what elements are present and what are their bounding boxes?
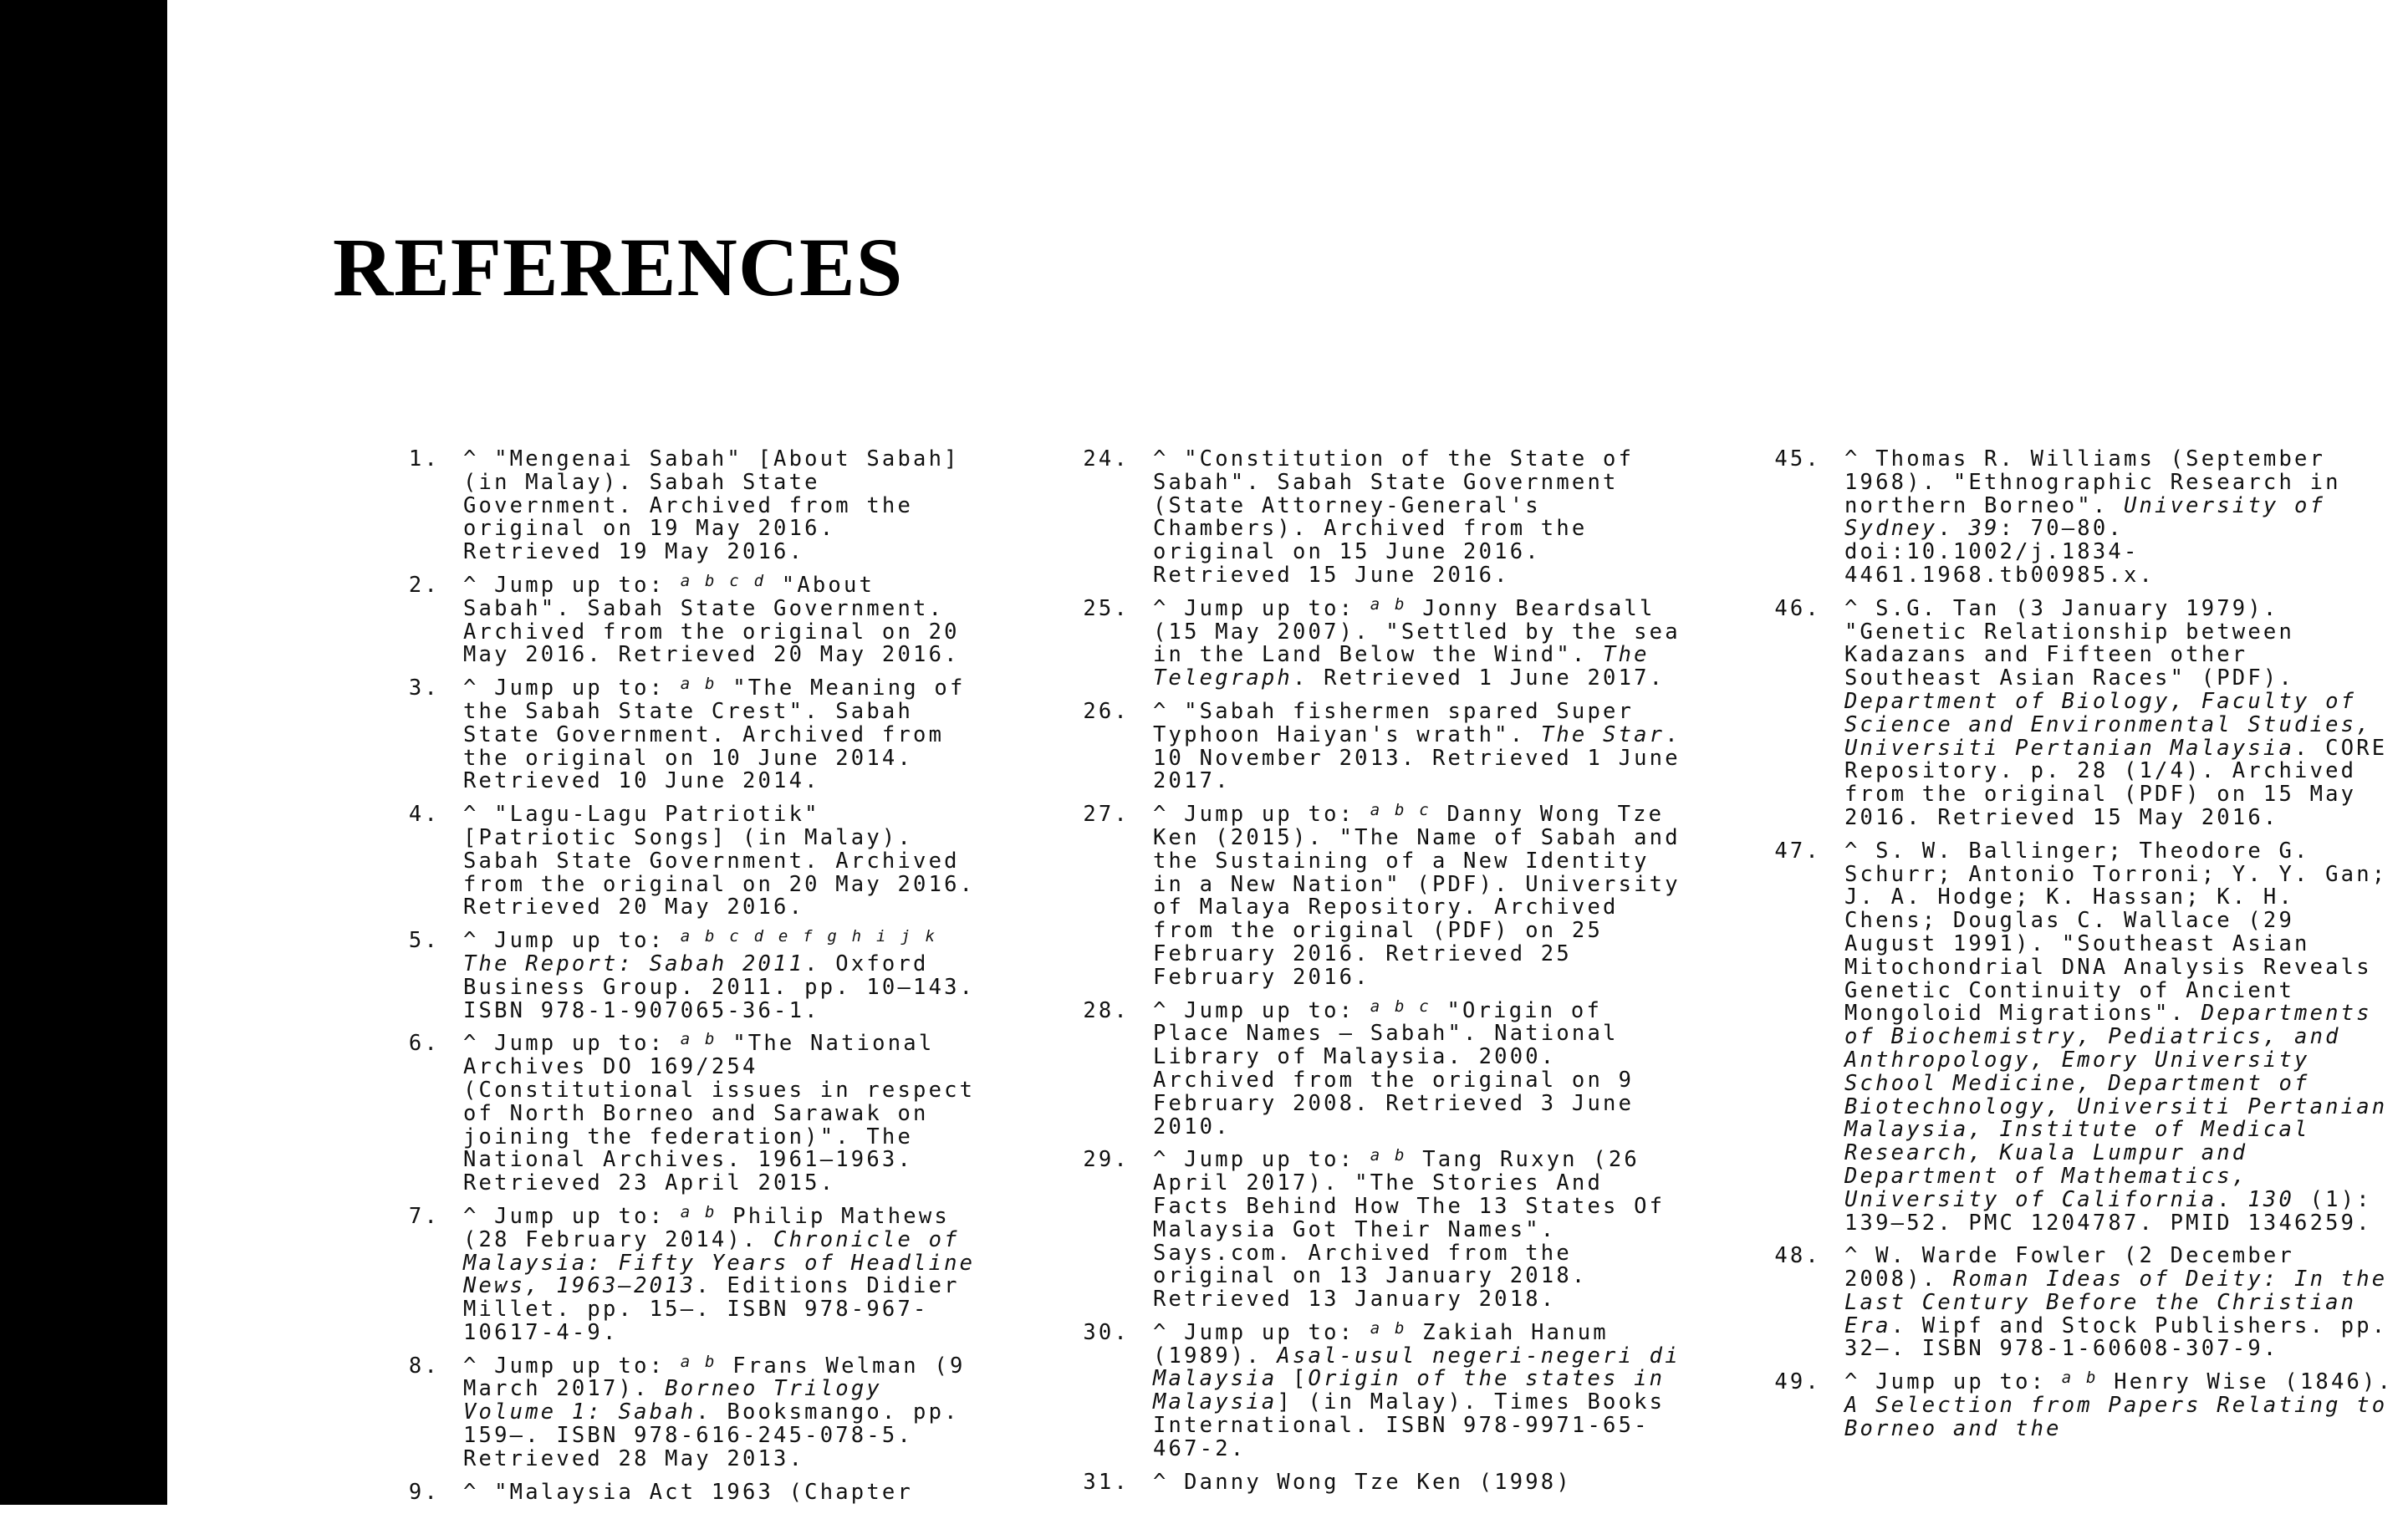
reference-number: 5. (408, 928, 440, 954)
reference-text: ^ "Malaysia Act 1963 (Chapter (463, 1479, 914, 1505)
reference-text: ^ Jump up to: $^{a b c d e f g h i j k}$ The Report: Sabah 2011. Oxford Business Group. 2011. pp. 10–143. ISBN 978-1-907065-36-1. (463, 927, 976, 1023)
reference-number: 3. (408, 675, 440, 701)
reference-text: ^ Jump up to: $^{a b}$ Philip Mathews (28 February 2014). Chronicle of Malaysia: Fifty Years of Headline News, 1963–2013. Editions Didier Millet. pp. 15–. ISBN 978-967-10617-4-9. (463, 1202, 976, 1345)
reference-item (1741, 448, 2401, 588)
references-column-1 (360, 448, 987, 1514)
reference-text: ^ Jump up to: $^{a b c}$ Danny Wong Tze Ken (2015). "The Name of Sabah and the Sustaining of a New Identity in a New Nation" (PDF). University of Malaya Repository. Archived from the original (PDF) on 25 February 2016. Retrieved 25 February 2016. (1153, 801, 1681, 990)
reference-item (1741, 840, 2401, 1236)
reference-number: 4. (408, 802, 440, 828)
reference-text: ^ "Constitution of the State of Sabah". Sabah State Government (State Attorney-General's Chambers). Archived from the original on 15 June 2016. Retrieved 15 June 2016. (1153, 446, 1635, 588)
reference-item (360, 1202, 987, 1345)
reference-number: 31. (1083, 1469, 1130, 1495)
reference-number: 25. (1083, 595, 1130, 621)
reference-number: 46. (1774, 595, 1821, 621)
reference-text: ^ "Lagu-Lagu Patriotik" [Patriotic Songs] (in Malay). Sabah State Government. Archived from the original on 20 May 2016. Retrieved 20 May 2016. (463, 802, 976, 920)
reference-item (360, 448, 987, 564)
reference-number: 29. (1083, 1147, 1130, 1173)
reference-number: 6. (408, 1031, 440, 1057)
reference-item (1049, 803, 1685, 989)
reference-number: 47. (1774, 838, 1821, 864)
reference-item (1741, 1371, 2401, 1440)
reference-text: ^ Jump up to: $^{a b c}$ "Origin of Place Names – Sabah". National Library of Malaysia. 2000. Archived from the original on 9 February 2008. Retrieved 3 June 2010. (1153, 997, 1635, 1139)
reference-text: ^ W. Warde Fowler (2 December 2008). Roman Ideas of Deity: In the Last Century Before the Christian Era. Wipf and Stock Publishers. pp. 32–. ISBN 978-1-60608-307-9. (1844, 1243, 2388, 1362)
reference-item (360, 1352, 987, 1471)
reference-item (1049, 997, 1685, 1139)
reference-text: ^ "Sabah fishermen spared Super Typhoon Haiyan's wrath". The Star. 10 November 2013. Retrieved 1 June 2017. (1153, 698, 1681, 794)
reference-text: ^ "Mengenai Sabah" [About Sabah] (in Malay). Sabah State Government. Archived from the original on 19 May 2016. Retrieved 19 May 2016. (463, 446, 960, 565)
reference-number: 27. (1083, 802, 1130, 828)
reference-text: ^ Jump up to: $^{a b}$ Jonny Beardsall (15 May 2007). "Settled by the sea in the Land Below the Wind". The Telegraph. Retrieved 1 June 2017. (1153, 594, 1681, 691)
reference-text: ^ Jump up to: $^{a b}$ Henry Wise (1846). A Selection from Papers Relating to Borneo and the (1844, 1369, 2394, 1441)
reference-number: 1. (408, 446, 440, 472)
reference-item (360, 677, 987, 793)
reference-item (1049, 698, 1685, 794)
reference-text: ^ Jump up to: $^{a b}$ Zakiah Hanum (1989). Asal-usul negeri-negeri di Malaysia [Origin of the states in Malaysia] (in Malay). Times Books International. ISBN 978-9971-65-467-2. (1153, 1318, 1681, 1461)
reference-number: 24. (1083, 446, 1130, 472)
references-column-3 (1741, 448, 2401, 1451)
reference-number: 9. (408, 1479, 440, 1505)
reference-item (360, 927, 987, 1023)
reference-number: 8. (408, 1353, 440, 1379)
reference-item (360, 1032, 987, 1195)
reference-number: 7. (408, 1203, 440, 1229)
reference-text: ^ Thomas R. Williams (September 1968). "Ethnographic Research in northern Borneo". University of Sydney. 39: 70–80. doi:10.1002/j.1834-4461.1968.tb00985.x. (1844, 446, 2341, 588)
reference-item (1049, 594, 1685, 691)
reference-item (1741, 595, 2401, 830)
reference-text: ^ Jump up to: $^{a b}$ Tang Ruxyn (26 April 2017). "The Stories And Facts Behind How The 13 States Of Malaysia Got Their Names". Says.com. Archived from the original on 13 January 2018. Retrieved 13 January 2018. (1153, 1146, 1666, 1313)
reference-item (1049, 1471, 1685, 1495)
references-column-2 (1049, 448, 1685, 1504)
reference-text: ^ Jump up to: $^{a b c d}$ "About Sabah". Sabah State Government. Archived from the original on 20 May 2016. Retrieved 20 May 2016. (463, 571, 960, 668)
reference-item (1049, 448, 1685, 588)
reference-number: 45. (1774, 446, 1821, 472)
reference-number: 26. (1083, 698, 1130, 724)
reference-number: 48. (1774, 1243, 1821, 1269)
reference-text: ^ Jump up to: $^{a b}$ "The Meaning of the Sabah State Crest". Sabah State Government. Archived from the original on 10 June 2014. Retrieved 10 June 2014. (463, 675, 966, 794)
left-black-bar (0, 0, 167, 1505)
reference-item (360, 571, 987, 668)
reference-text: ^ Jump up to: $^{a b}$ "The National Archives DO 169/254 (Constitutional issues in respect of North Borneo and Sarawak on joining the federation)". The National Archives. 1961–1963. Retrieved 23 April 2015. (463, 1030, 976, 1196)
reference-item (1741, 1245, 2401, 1361)
page-title: REFERENCES (333, 221, 904, 314)
reference-text: ^ S.G. Tan (3 January 1979). "Genetic Relationship between Kadazans and Fifteen other Southeast Asian Races" (PDF). Department of Biology, Faculty of Science and Environmental Studies, Universiti Pertanian Malaysia. CORE Repository. p. 28 (1/4). Archived from the original (PDF) on 15 May 2016. Retrieved 15 May 2016. (1844, 595, 2388, 830)
reference-number: 2. (408, 572, 440, 598)
reference-item (1049, 1318, 1685, 1461)
reference-text: ^ S. W. Ballinger; Theodore G. Schurr; Antonio Torroni; Y. Y. Gan; J. A. Hodge; K. Hassan; K. H. Chens; Douglas C. Wallace (29 August 1991). "Southeast Asian Mitochondrial DNA Analysis Reveals Genetic Continuity of Ancient Mongoloid Migrations". Departments of Biochemistry, Pediatrics, and Anthropology, Emory University School Medicine, Department of Biotechnology, Universiti Pertanian Malaysia, Institute of Medical Research, Kuala Lumpur and Department of Mathematics, University of California. 130 (1): 139–52. PMC 1204787. PMID 1346259. (1844, 838, 2388, 1236)
reference-number: 30. (1083, 1319, 1130, 1345)
reference-number: 49. (1774, 1369, 1821, 1395)
reference-item (360, 803, 987, 920)
reference-item (1049, 1146, 1685, 1313)
reference-item (360, 1481, 987, 1505)
reference-text: ^ Jump up to: $^{a b}$ Frans Welman (9 March 2017). Borneo Trilogy Volume 1: Sabah. Booksmango. pp. 159–. ISBN 978-616-245-078-5. Retrieved 28 May 2013. (463, 1352, 966, 1471)
reference-text: ^ Danny Wong Tze Ken (1998) (1153, 1469, 1572, 1495)
reference-number: 28. (1083, 997, 1130, 1023)
